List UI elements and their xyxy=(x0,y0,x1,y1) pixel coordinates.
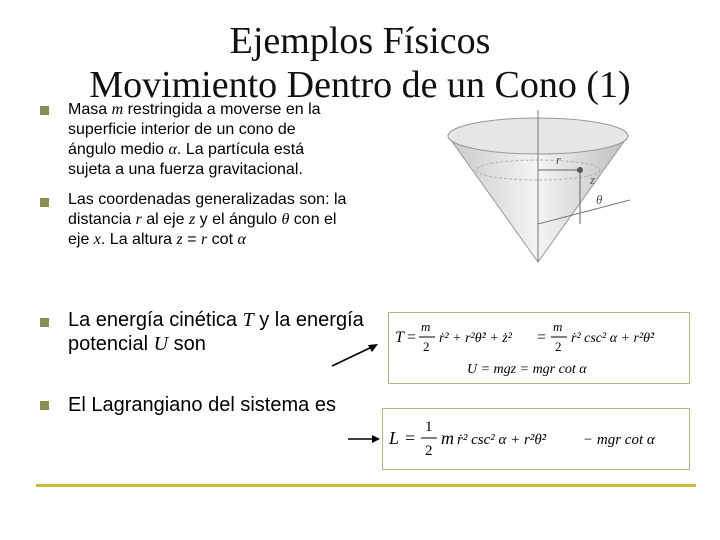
b2-part2: al eje xyxy=(141,211,189,228)
energy-equation-box xyxy=(388,312,690,384)
eq-T-term1: ṙ² + r²θ̇² + ż² xyxy=(439,331,512,346)
lagrangian-equation-box xyxy=(382,408,690,470)
footer-rule xyxy=(36,484,696,487)
label-z: z xyxy=(590,172,596,187)
b2-part13: α xyxy=(237,231,246,248)
b3-part0: La energía cinética xyxy=(68,309,243,331)
eq-L-two: 2 xyxy=(425,443,433,459)
eq-L-lhs: L xyxy=(389,428,400,448)
b3-part1: T xyxy=(242,309,254,331)
b1-part4: . La partícula está sujeta a una fuerza gravitacional. xyxy=(68,141,305,178)
eq-L-one: 1 xyxy=(425,419,433,435)
eq-L-m: m xyxy=(441,428,454,448)
bullet-marker-2 xyxy=(40,198,49,207)
b2-part4: y el ángulo xyxy=(195,211,282,228)
cone-figure xyxy=(430,104,680,274)
b2-part8: . La altura xyxy=(100,231,177,248)
eq-L-tail: − mgr cot α xyxy=(583,432,655,448)
slide-title-line-1: Ejemplos Físicos xyxy=(229,20,491,62)
b2-part9: z xyxy=(176,231,183,248)
b1-part1: m xyxy=(111,101,124,118)
eq-T-two1: 2 xyxy=(423,339,430,354)
b1-part0: Masa xyxy=(68,101,112,118)
eq-T-two2: 2 xyxy=(555,339,562,354)
bullet-text-4 xyxy=(68,393,368,417)
arrow-to-lagrangian xyxy=(346,432,382,446)
b2-part11: r xyxy=(200,231,208,248)
b2-part3: z xyxy=(188,211,196,228)
eq-L-eq: = xyxy=(405,428,416,448)
label-theta: θ xyxy=(596,192,603,207)
b2-part7: x xyxy=(93,231,101,248)
b1-part3: α xyxy=(168,141,177,158)
bullet-marker-1 xyxy=(40,106,49,115)
eq-T-eq1: = xyxy=(407,329,417,346)
slide-title-line-2: Movimiento Dentro de un Cono (1) xyxy=(89,64,631,106)
mass-point xyxy=(577,167,583,173)
b4-part0: El Lagrangiano del sistema es xyxy=(68,394,336,416)
b3-part3: U xyxy=(153,333,169,355)
bullet-text-2 xyxy=(68,190,348,250)
b2-part6: con el eje xyxy=(68,211,337,248)
arrow-to-energy xyxy=(330,336,382,370)
b2-part0: Las coordenadas generalizadas son: la distancia xyxy=(68,191,347,228)
b1-part2: restringida a moverse en la superficie interior de un cono de ángulo medio xyxy=(68,101,321,158)
bullet-marker-3 xyxy=(40,318,49,327)
eq-T-lhs: T xyxy=(395,329,404,346)
b3-part4: son xyxy=(168,333,206,355)
b3-part2: y la energía potencial xyxy=(68,309,364,355)
b2-part1: r xyxy=(135,211,142,228)
label-r: r xyxy=(556,152,562,167)
b2-part5: θ xyxy=(281,211,290,228)
eq-T-eq2: = xyxy=(537,329,547,346)
bullet-text-1 xyxy=(68,100,348,180)
eq-T-term2: ṙ² csc² α + r²θ̇² xyxy=(571,331,655,346)
eq-L-inner: ṙ² csc² α + r²θ̇² xyxy=(457,432,547,448)
b2-part10: = xyxy=(182,231,201,248)
b2-part12: cot xyxy=(207,231,238,248)
bullet-text-3 xyxy=(68,308,368,356)
eq-U: U = mgz = mgr cot α xyxy=(467,362,587,377)
eq-T-m2: m xyxy=(553,319,563,334)
eq-T-m1: m xyxy=(421,319,431,334)
bullet-marker-4 xyxy=(40,401,49,410)
